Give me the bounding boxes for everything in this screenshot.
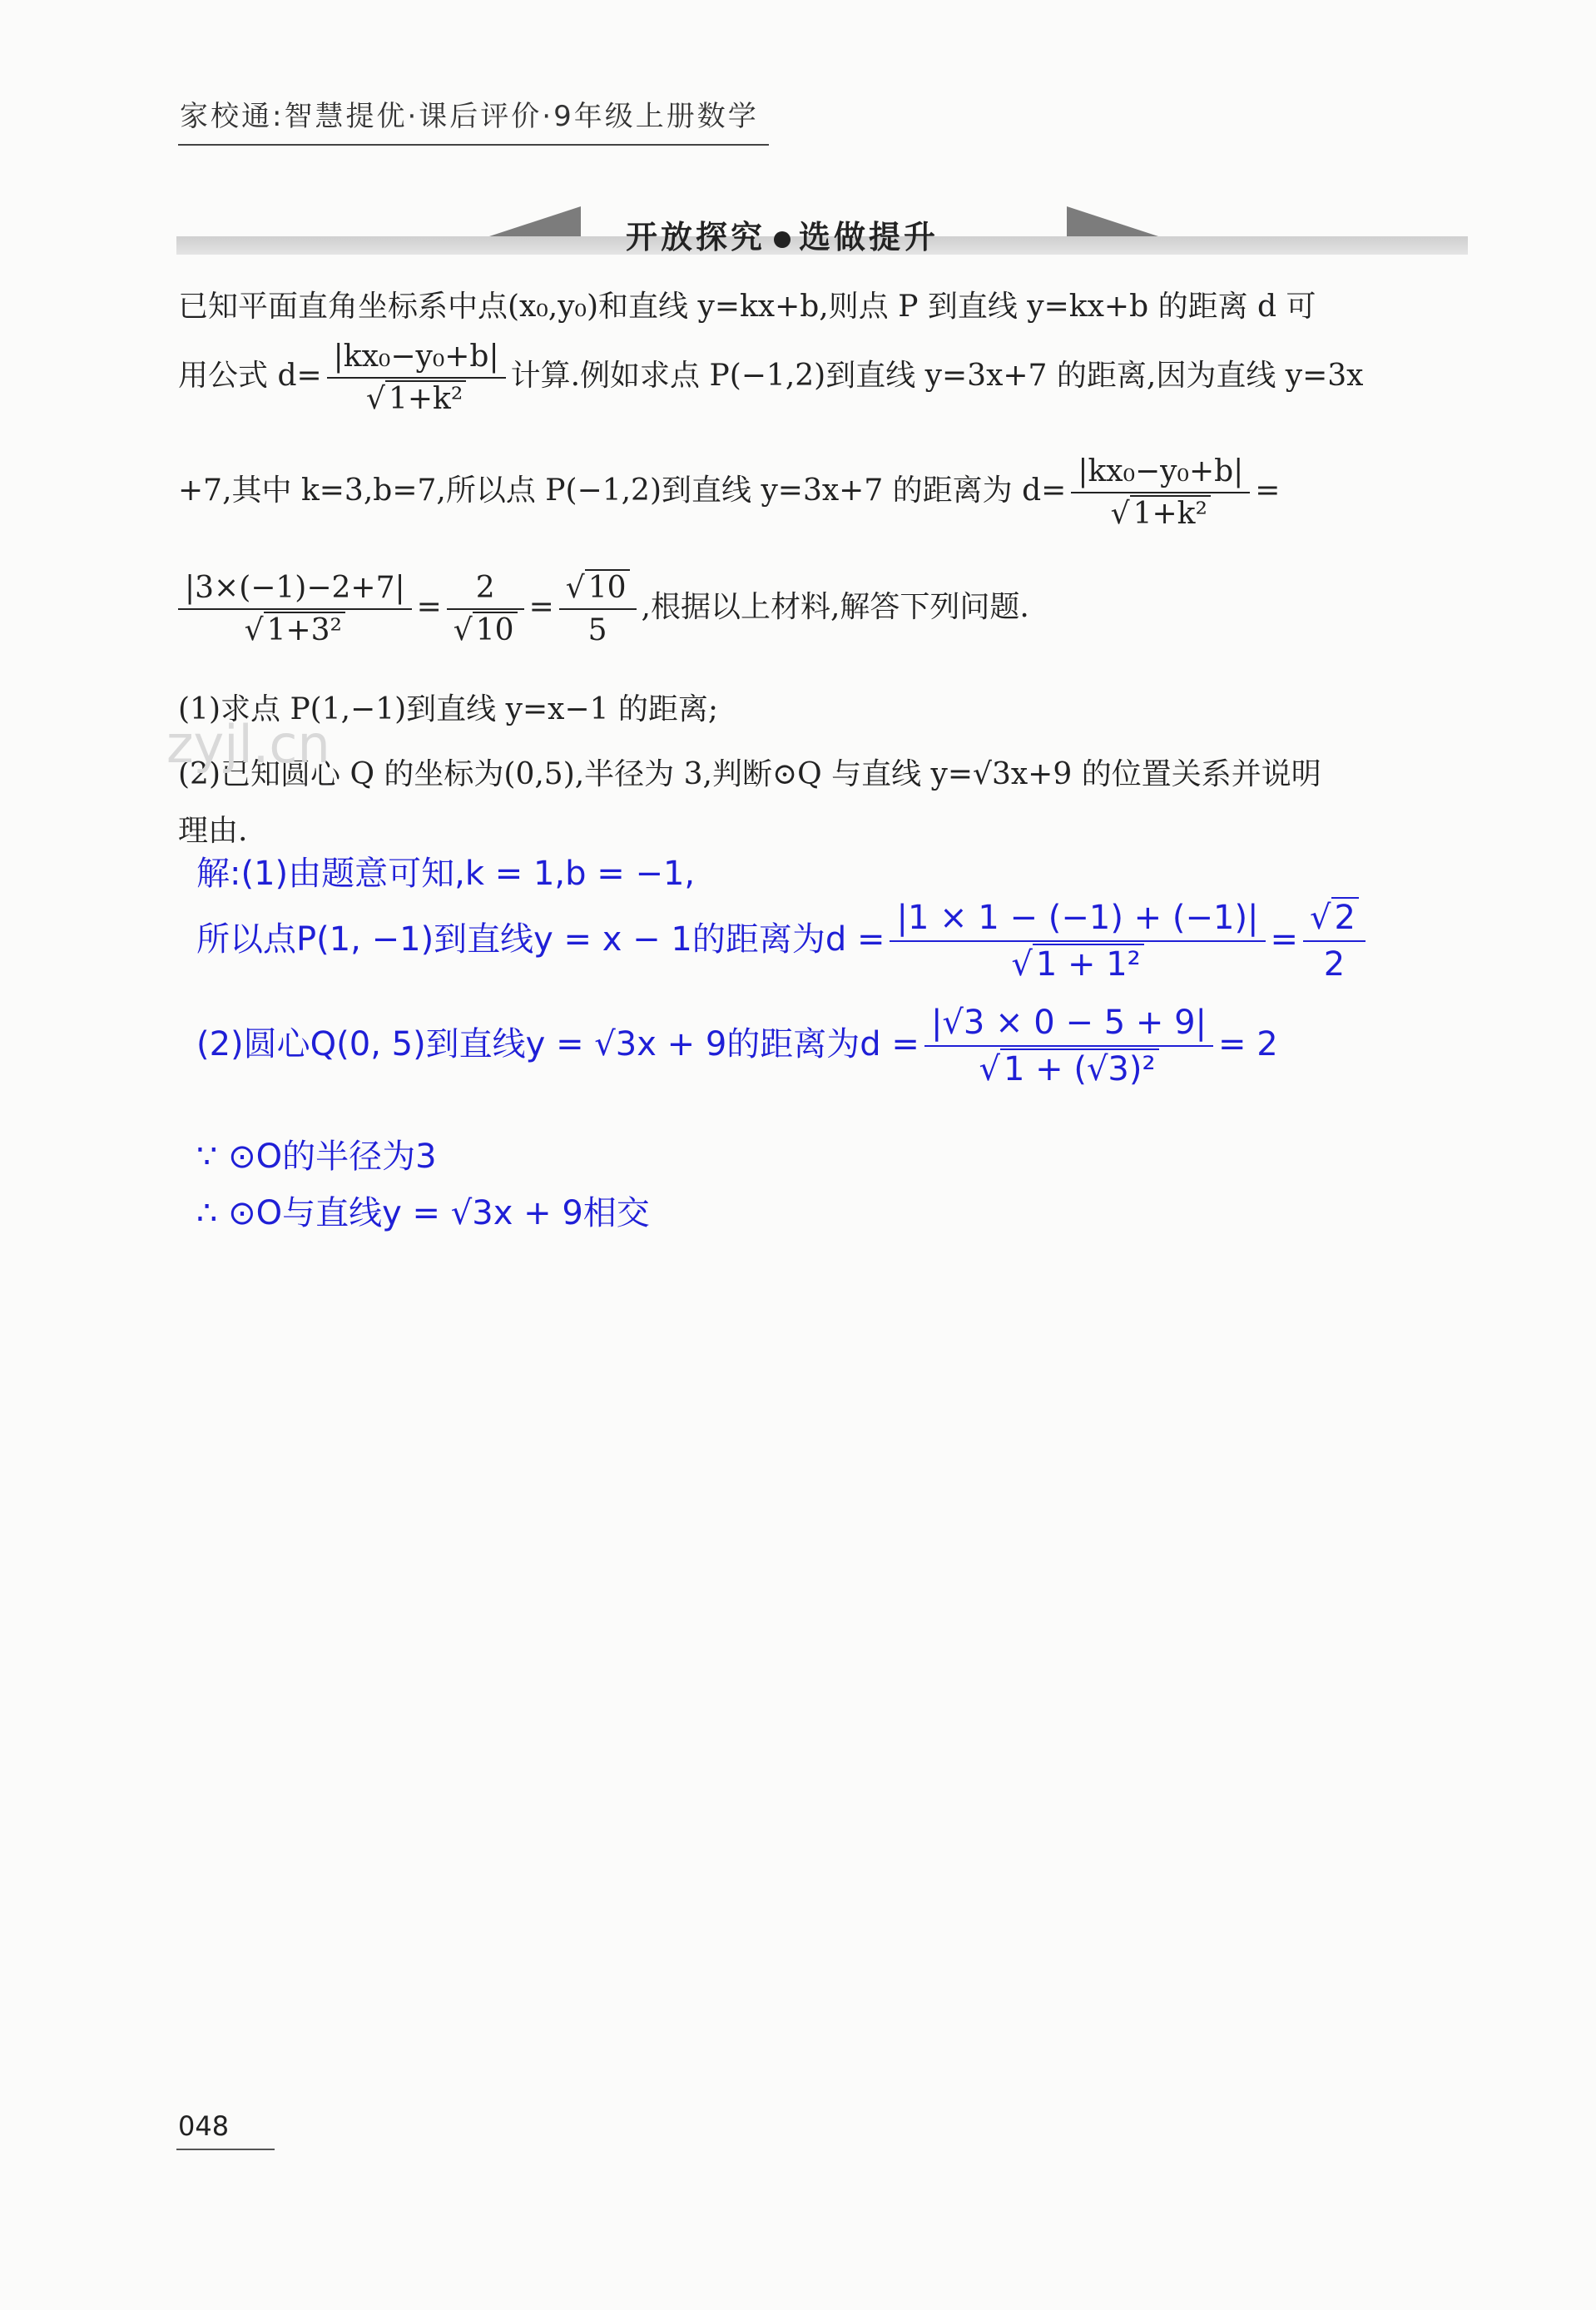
answer-line-3	[196, 1004, 1278, 1088]
radicand: 10	[585, 569, 630, 605]
fraction-root-ten-over-five	[559, 571, 637, 647]
header-rule	[178, 144, 769, 146]
numerator: √ 2	[1303, 899, 1366, 940]
text-segment: 用公式 d=	[178, 359, 322, 393]
radicand: 1+k²	[385, 380, 466, 416]
equals-sign: =	[528, 590, 554, 624]
radicand: 1 + (√3)²	[1000, 1048, 1159, 1088]
banner-left-text: 开放探究	[626, 219, 766, 255]
numerator: |kx₀−y₀+b|	[333, 340, 499, 374]
banner-right-text: 选做提升	[799, 219, 939, 255]
radicand: 1+k²	[1130, 495, 1211, 531]
denominator: √ 10	[447, 608, 524, 647]
numerator: |3×(−1)−2+7|	[185, 571, 405, 605]
problem-line-1: 已知平面直角坐标系中点(x₀,y₀)和直线 y=kx+b,则点 P 到直线 y=kx+b 的距离 d 可	[178, 290, 1316, 324]
equals-sign: =	[416, 590, 442, 624]
answer-fraction-1	[890, 899, 1265, 984]
watermark: zyjl.cn	[166, 714, 330, 775]
numerator: √ 10	[559, 571, 637, 608]
denominator: √ 1+k²	[327, 377, 506, 416]
page-number-rule	[176, 2149, 275, 2150]
problem-line-2	[178, 340, 1364, 416]
denominator: √ 1 + 1²	[890, 940, 1265, 984]
denominator: 5	[559, 608, 637, 647]
fraction-two-over-root-ten	[447, 571, 524, 647]
answer-result-fraction	[1303, 899, 1366, 984]
numerator: |kx₀−y₀+b|	[1078, 454, 1244, 488]
text-segment: 所以点P(1, −1)到直线y = x − 1的距离为d =	[196, 920, 885, 959]
page-number: 048	[178, 2110, 230, 2142]
fraction-distance-formula	[1071, 454, 1250, 531]
denominator: √ 1+3²	[178, 608, 412, 647]
denominator: 2	[1303, 940, 1366, 984]
banner-dot-icon	[774, 231, 791, 248]
text-segment: = 2	[1218, 1025, 1278, 1063]
question-2: (2)已知圆心 Q 的坐标为(0,5),半径为 3,判断⊙Q 与直线 y=√3x+9 的位置关系并说明	[178, 757, 1321, 791]
section-banner	[626, 211, 939, 257]
numerator: |√3 × 0 − 5 + 9|	[930, 1004, 1207, 1042]
radicand: 10	[473, 612, 518, 647]
equals-sign: =	[1270, 920, 1299, 959]
denominator: √ 1+k²	[1071, 492, 1250, 531]
answer-line-4: ∵ ⊙O的半径为3	[196, 1138, 437, 1176]
equals-sign: =	[1255, 473, 1281, 508]
text-segment: ,根据以上材料,解答下列问题.	[641, 590, 1029, 624]
numerator: 2	[475, 571, 495, 605]
answer-line-2	[196, 899, 1370, 984]
header-title: 家校通:智慧提优·课后评价·9年级上册数学	[180, 100, 759, 133]
denominator: √ 1 + (√3)²	[924, 1045, 1213, 1088]
banner-left-triangle	[489, 206, 581, 236]
fraction-distance-formula	[327, 340, 506, 416]
radicand: 2	[1331, 897, 1359, 937]
answer-line-1: 解:(1)由题意可知,k = 1,b = −1,	[196, 855, 696, 893]
text-segment: +7,其中 k=3,b=7,所以点 P(−1,2)到直线 y=3x+7 的距离为 d=	[178, 473, 1067, 508]
text-segment: (2)圆心Q(0, 5)到直线y = √3x + 9的距离为d =	[196, 1025, 919, 1063]
answer-line-5: ∴ ⊙O与直线y = √3x + 9相交	[196, 1194, 650, 1232]
fraction-example	[178, 571, 412, 647]
radicand: 1 + 1²	[1033, 944, 1144, 984]
answer-fraction-2	[924, 1004, 1213, 1088]
problem-line-4	[178, 571, 1029, 647]
text-segment: 计算.例如求点 P(−1,2)到直线 y=3x+7 的距离,因为直线 y=3x	[510, 359, 1364, 393]
question-1: (1)求点 P(1,−1)到直线 y=x−1 的距离;	[178, 692, 719, 726]
question-2-continued: 理由.	[178, 814, 248, 848]
problem-line-3	[178, 454, 1280, 531]
radicand: 1+3²	[264, 612, 345, 647]
numerator: |1 × 1 − (−1) + (−1)|	[896, 899, 1259, 937]
banner-right-triangle	[1067, 206, 1158, 236]
